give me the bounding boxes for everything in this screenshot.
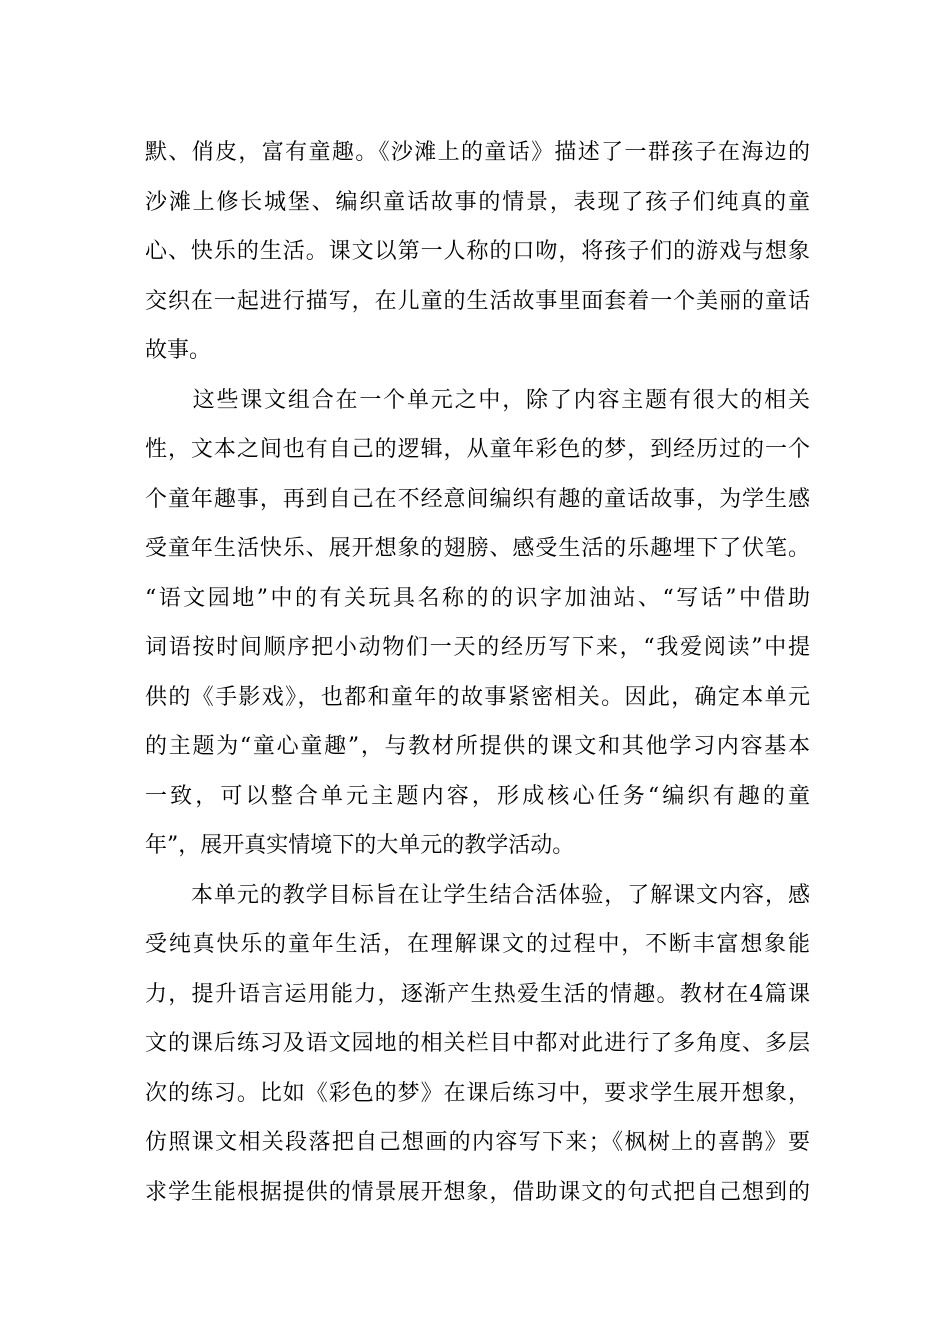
text-line: 心、快乐的生活。课文以第一人称的口吻，将孩子们的游戏与想象 [145, 239, 810, 264]
body-text [145, 128, 810, 1217]
text-line: 求学生能根据提供的情景展开想象，借助课文的句式把自己想到的 [145, 1179, 810, 1205]
text-line: 个童年趣事，再到自己在不经意间编织有趣的童话故事，为学生感 [145, 486, 810, 512]
text-line: 这些课文组合在一个单元之中，除了内容主题有很大的相关 [145, 387, 810, 413]
text-line: 性，文本之间也有自己的逻辑，从童年彩色的梦，到经历过的一个 [145, 437, 810, 462]
text-line: “语文园地”中的有关玩具名称的的识字加油站、“写话”中借助 [145, 585, 810, 611]
text-line: 故事。 [145, 338, 212, 363]
text-line: 受童年生活快乐、展开想象的翅膀、感受生活的乐趣埋下了伏笔。 [145, 536, 810, 561]
text-line: 次的练习。比如《彩色的梦》在课后练习中，要求学生展开想象， [145, 1080, 810, 1106]
text-line: 仿照课文相关段落把自己想画的内容写下来；《枫树上的喜鹊》要 [145, 1130, 810, 1155]
text-line: 供的《手影戏》，也都和童年的故事紧密相关。因此，确定本单元 [145, 684, 810, 710]
text-line: 文的课后练习及语文园地的相关栏目中都对此进行了多角度、多层 [145, 1031, 810, 1056]
text-line: 年”，展开真实情境下的大单元的教学活动。 [145, 833, 575, 858]
text-line: 沙滩上修长城堡、编织童话故事的情景，表现了孩子们纯真的童 [145, 189, 810, 215]
text-line: 受纯真快乐的童年生活，在理解课文的过程中，不断丰富想象能 [145, 932, 810, 957]
text-line: 的主题为“童心童趣”，与教材所提供的课文和其他学习内容基本 [145, 734, 810, 759]
text-line: 交织在一起进行描写，在儿童的生活故事里面套着一个美丽的童话 [145, 288, 810, 314]
text-line: 本单元的教学目标旨在让学生结合活体验，了解课文内容，感 [145, 882, 810, 908]
text-line: 默、俏皮，富有童趣。《沙滩上的童话》描述了一群孩子在海边的 [145, 140, 810, 165]
text-line: 力，提升语言运用能力，逐渐产生热爱生活的情趣。教材在4篇课 [145, 981, 810, 1007]
text-line: 词语按时间顺序把小动物们一天的经历写下来，“我爱阅读”中提 [145, 635, 810, 660]
text-line: 一致，可以整合单元主题内容，形成核心任务“编织有趣的童 [145, 783, 810, 809]
